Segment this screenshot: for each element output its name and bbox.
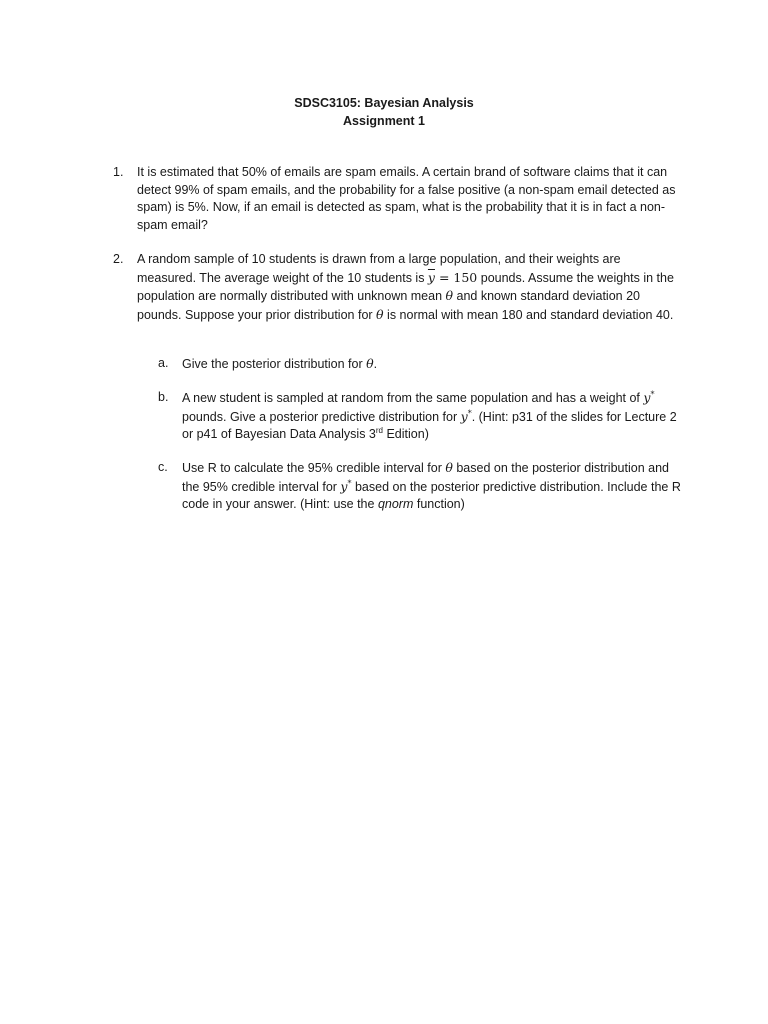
superscript-rd: rd bbox=[375, 425, 383, 435]
subquestion-text bbox=[182, 389, 688, 444]
subquestion-text bbox=[182, 459, 688, 514]
text-run: pounds. Give a posterior predictive distribution for bbox=[182, 409, 461, 424]
text-run: based on the posterior predictive distribution. Include the R code in your answer. (Hint: use the bbox=[182, 479, 681, 511]
math-ystar: y bbox=[460, 408, 468, 424]
question-2 bbox=[113, 251, 683, 324]
text-run: and known standard deviation 20 pounds. Suppose your prior distribution for bbox=[137, 289, 640, 322]
question-number: 1. bbox=[113, 165, 124, 179]
math-star: * bbox=[347, 478, 352, 488]
question-2a bbox=[158, 355, 688, 374]
question-text: It is estimated that 50% of emails are spam emails. A certain brand of software claims that it can detect 99% of spam emails, and the probability for a false positive (a non-spam email detected as spam) is 5%. Now, if an email is detected as spam, what is the probability that it is in fact a non-spam email? bbox=[137, 165, 676, 232]
text-run: based on the posterior distribution and the 95% credible interval for bbox=[182, 461, 669, 494]
question-number: 2. bbox=[113, 252, 124, 266]
document-header bbox=[0, 94, 768, 130]
text-run: Give the posterior distribution for bbox=[182, 357, 367, 371]
math-ystar: y bbox=[340, 478, 348, 494]
math-ybar-value: = 150 bbox=[434, 269, 478, 285]
question-1 bbox=[113, 164, 683, 234]
text-run: . (Hint: p31 of the slides for Lecture 2 or p41 of Bayesian Data Analysis 3 bbox=[182, 409, 677, 441]
subquestion-letter: a. bbox=[158, 356, 169, 370]
question-2c bbox=[158, 459, 688, 514]
text-run: is normal with mean 180 and standard deviation 40. bbox=[383, 307, 674, 322]
text-run: A new student is sampled at random from the same population and has a weight of bbox=[182, 391, 644, 405]
question-2b bbox=[158, 389, 688, 444]
text-run: Use R to calculate the 95% credible interval for bbox=[182, 461, 446, 475]
text-run: function) bbox=[413, 497, 465, 511]
subquestion-text bbox=[182, 355, 688, 374]
assignment-title: Assignment 1 bbox=[343, 114, 425, 128]
math-theta: θ bbox=[445, 288, 454, 303]
math-theta: θ bbox=[445, 460, 453, 475]
subquestion-letter: b. bbox=[158, 390, 169, 404]
math-ybar: $\overline{y}$ bbox=[427, 269, 435, 285]
math-star: * bbox=[650, 389, 655, 399]
math-star: * bbox=[467, 408, 472, 418]
course-title: SDSC3105: Bayesian Analysis bbox=[294, 96, 474, 110]
text-run: . bbox=[373, 357, 378, 371]
question-text bbox=[137, 251, 683, 324]
function-name: qnorm bbox=[377, 497, 414, 511]
math-theta: θ bbox=[366, 356, 374, 371]
math-ystar: y bbox=[643, 390, 651, 405]
subquestion-letter: c. bbox=[158, 460, 168, 474]
text-run: A random sample of 10 students is drawn from a large population, and their weights are measured. The average weight of the 10 students is bbox=[137, 252, 621, 285]
math-theta: θ bbox=[376, 306, 384, 322]
text-run: Edition) bbox=[383, 427, 429, 441]
text-run: pounds. Assume the weights in the population are normally distributed with unknown mean bbox=[137, 270, 674, 303]
